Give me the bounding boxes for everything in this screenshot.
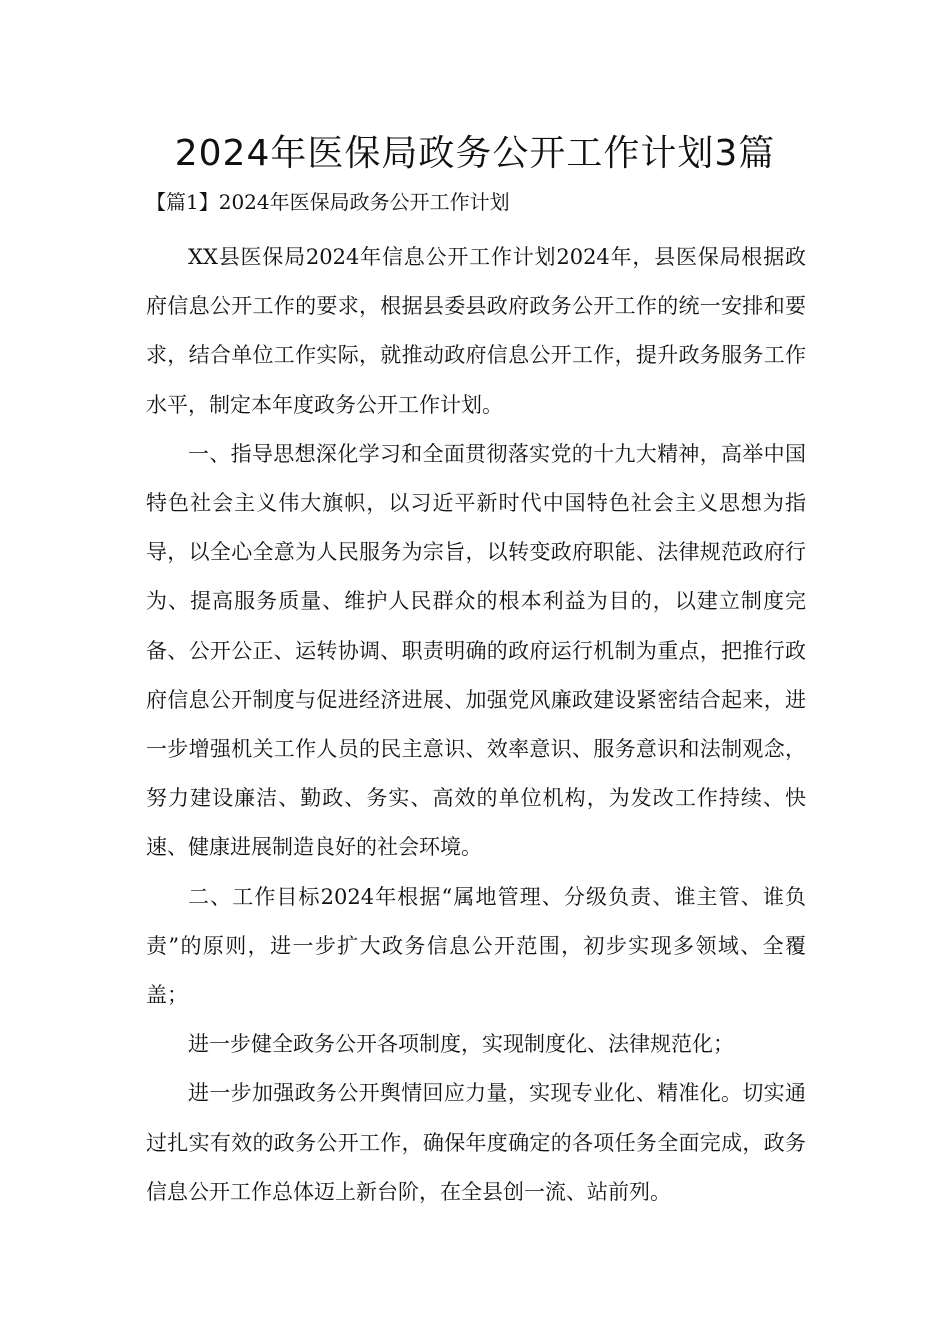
paragraph-public-opinion: 进一步加强政务公开舆情回应力量，实现专业化、精准化。切实通过扎实有效的政务公开工作，确保年度确定的各项任务全面完成，政务信息公开工作总体迈上新台阶，在全县创一流、站前列。: [146, 1081, 806, 1204]
section-heading: 【篇1】2024年医保局政务公开工作计划: [146, 190, 510, 214]
document-title: 2024年医保局政务公开工作计划3篇: [174, 133, 776, 174]
document-body: [146, 233, 806, 1217]
paragraph-guiding-ideology: 一、指导思想深化学习和全面贯彻落实党的十九大精神，高举中国特色社会主义伟大旗帜，以习近平新时代中国特色社会主义思想为指导，以全心全意为人民服务为宗旨，以转变政府职能、法律规范政府行为、提高服务质量、维护人民群众的根本利益为目的，以建立制度完备、公开公正、运转协调、职责明确的政府运行机制为重点，把推行政府信息公开制度与促进经济进展、加强党风廉政建设紧密结合起来，进一步增强机关工作人员的民主意识、效率意识、服务意识和法制观念，努力建设廉洁、勤政、务实、高效的单位机构，为发改工作持续、快速、健康进展制造良好的社会环境。: [146, 441, 806, 860]
paragraph-system-improvement: 进一步健全政务公开各项制度，实现制度化、法律规范化；: [188, 1032, 734, 1057]
paragraph-intro: XX县医保局2024年信息公开工作计划2024年，县医保局根据政府信息公开工作的要求，根据县委县政府政务公开工作的统一安排和要求，结合单位工作实际，就推动政府信息公开工作，提升政务服务工作水平，制定本年度政务公开工作计划。: [146, 245, 806, 417]
paragraph-work-goals: 二、工作目标2024年根据“属地管理、分级负责、谁主管、谁负责”的原则，进一步扩大政务信息公开范围，初步实现多领域、全覆盖；: [146, 884, 806, 1008]
